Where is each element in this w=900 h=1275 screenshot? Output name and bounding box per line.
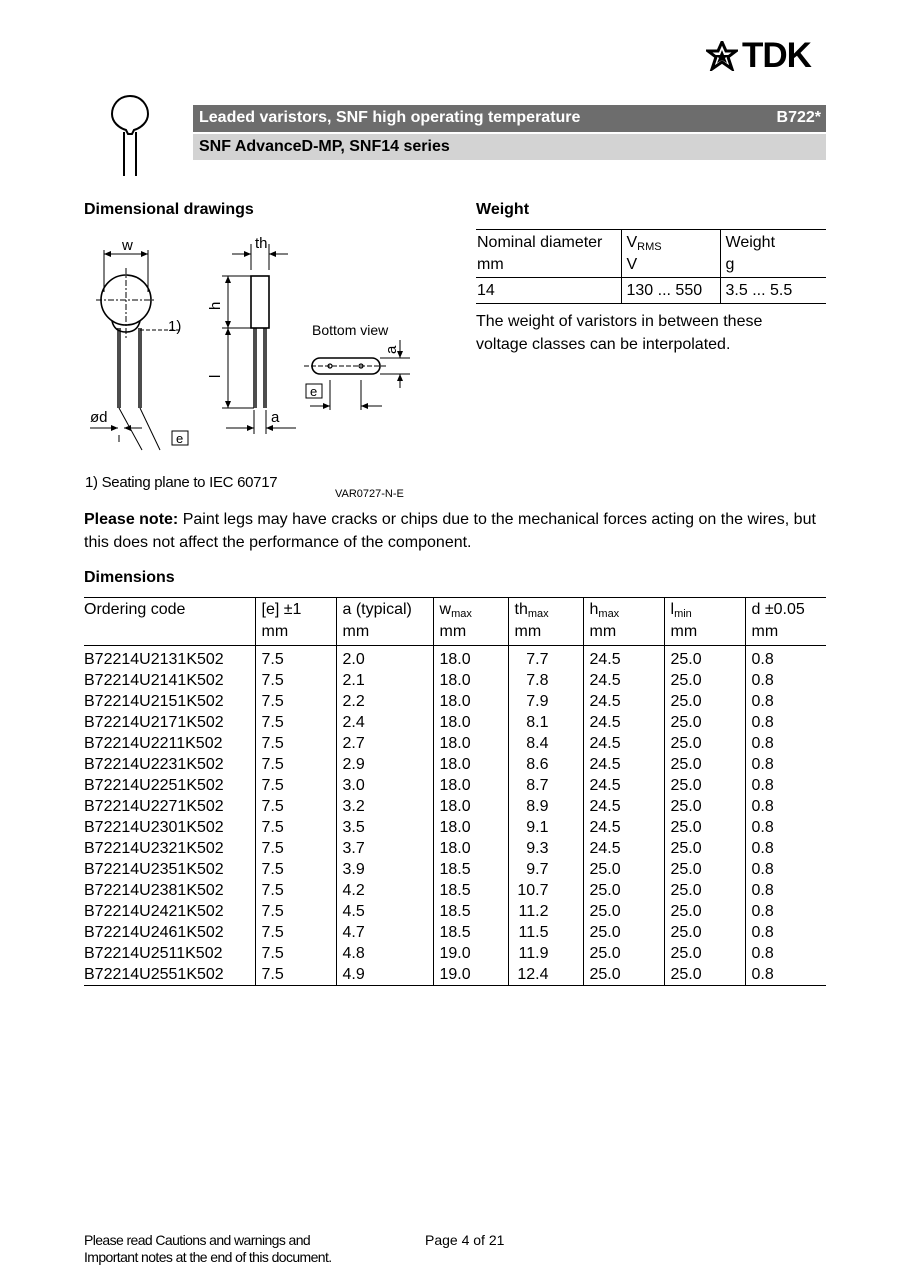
table-cell: B72214U2171K502 xyxy=(84,714,224,731)
product-code: B722* xyxy=(776,109,821,126)
table-cell: 25.0 xyxy=(583,880,664,901)
label-a: a xyxy=(271,409,280,426)
page-title: Leaded varistors, SNF high operating temperature xyxy=(199,109,581,126)
please-note-text: Paint legs may have cracks or chips due to the mechanical forces acting on the wires, but this does not affect the performance of the component. xyxy=(84,511,816,551)
dimensions-table-header xyxy=(84,598,826,646)
table-cell: 0.8 xyxy=(745,859,826,880)
table-row xyxy=(84,712,826,733)
table-cell: 7.5 xyxy=(255,712,336,733)
table-cell: 7.9 xyxy=(508,691,583,712)
table-cell: 0.8 xyxy=(745,754,826,775)
table-cell: B72214U2421K502 xyxy=(84,903,224,920)
table-cell: 0.8 xyxy=(745,775,826,796)
table-cell: 7.5 xyxy=(255,922,336,943)
table-cell: 24.5 xyxy=(583,691,664,712)
drawing-id: VAR0727-N-E xyxy=(335,488,404,500)
table-cell: 18.0 xyxy=(433,712,508,733)
table-cell: 0.8 xyxy=(745,712,826,733)
table-cell: B72214U2251K502 xyxy=(84,777,224,794)
table-cell: 7.5 xyxy=(255,796,336,817)
table-cell: 18.0 xyxy=(433,733,508,754)
table-cell: 3.7 xyxy=(336,838,433,859)
table-cell: 24.5 xyxy=(583,775,664,796)
weight-heading: Weight xyxy=(476,201,530,218)
dim-col-header: $h_{max}$ mm xyxy=(583,598,664,646)
dim-col-header: Ordering code xyxy=(84,598,255,646)
table-cell: 7.5 xyxy=(255,670,336,691)
table-cell: 7.7 xyxy=(508,646,583,671)
table-cell: 7.8 xyxy=(508,670,583,691)
label-th: th xyxy=(255,235,268,252)
table-cell: B72214U2141K502 xyxy=(84,672,224,689)
table-cell: 11.5 xyxy=(508,922,583,943)
table-cell: 2.0 xyxy=(336,646,433,671)
label-note-ref: 1) xyxy=(168,318,182,335)
table-cell: 25.0 xyxy=(664,796,745,817)
table-cell: 18.0 xyxy=(433,754,508,775)
label-e: e xyxy=(176,431,184,446)
table-cell: 7.5 xyxy=(255,880,336,901)
dimensional-drawings-heading: Dimensional drawings xyxy=(84,201,254,218)
table-cell: 3.5 xyxy=(336,817,433,838)
table-cell: B72214U2551K502 xyxy=(84,964,255,986)
table-cell: 18.0 xyxy=(433,670,508,691)
dimensional-drawing xyxy=(84,230,414,470)
table-cell: B72214U2151K502 xyxy=(84,693,224,710)
dimensions-table-body xyxy=(84,646,826,986)
table-row xyxy=(84,796,826,817)
table-row xyxy=(84,880,826,901)
weight-col-vrms: $V_{RMS}$ V xyxy=(621,230,720,278)
table-row xyxy=(84,859,826,880)
table-cell: 18.0 xyxy=(433,838,508,859)
table-cell: 18.5 xyxy=(433,859,508,880)
table-row xyxy=(84,964,826,986)
table-cell: 0.8 xyxy=(745,646,826,671)
table-cell: 9.3 xyxy=(508,838,583,859)
header-title-bar xyxy=(193,105,826,132)
table-cell: 24.5 xyxy=(583,754,664,775)
table-cell: 18.5 xyxy=(433,901,508,922)
table-cell: 0.8 xyxy=(745,922,826,943)
table-cell: 4.7 xyxy=(336,922,433,943)
table-cell: 25.0 xyxy=(664,880,745,901)
table-cell: 25.0 xyxy=(664,964,745,986)
table-cell: B72214U2211K502 xyxy=(84,735,223,752)
table-cell: 18.0 xyxy=(433,796,508,817)
table-cell: 24.5 xyxy=(583,796,664,817)
table-cell: 12.4 xyxy=(508,964,583,986)
table-cell: 8.6 xyxy=(508,754,583,775)
table-cell: B72214U2351K502 xyxy=(84,861,224,878)
table-cell: 19.0 xyxy=(433,964,508,986)
table-cell: 25.0 xyxy=(583,901,664,922)
weight-note: The weight of varistors in between these voltage classes can be interpolated. xyxy=(476,313,763,353)
table-cell: 25.0 xyxy=(664,775,745,796)
table-cell: 0.8 xyxy=(745,691,826,712)
table-cell: 25.0 xyxy=(664,670,745,691)
table-cell: 24.5 xyxy=(583,817,664,838)
table-cell: 7.5 xyxy=(255,775,336,796)
table-cell: 25.0 xyxy=(664,943,745,964)
footer-notice: Please read Cautions and warnings and Important notes at the end of this document. xyxy=(84,1232,332,1265)
table-row xyxy=(84,838,826,859)
table-cell: 18.0 xyxy=(433,775,508,796)
table-cell: 25.0 xyxy=(664,838,745,859)
please-note-label: Please note: xyxy=(84,511,179,528)
table-cell: B72214U2271K502 xyxy=(84,798,224,815)
table-row xyxy=(84,670,826,691)
dim-col-header: $l_{min}$ mm xyxy=(664,598,745,646)
table-row xyxy=(84,922,826,943)
table-cell: 4.8 xyxy=(336,943,433,964)
tdk-emblem-icon xyxy=(706,41,738,71)
table-cell: 25.0 xyxy=(664,646,745,671)
dimensions-heading: Dimensions xyxy=(84,569,175,586)
table-cell: 8.9 xyxy=(508,796,583,817)
table-cell: 10.7 xyxy=(508,880,583,901)
table-row xyxy=(84,901,826,922)
page-number: Page 4 of 21 xyxy=(425,1232,505,1248)
table-cell: 24.5 xyxy=(583,712,664,733)
table-cell: B72214U2461K502 xyxy=(84,924,224,941)
table-cell: 0.8 xyxy=(745,964,826,986)
table-cell: 7.5 xyxy=(255,817,336,838)
table-cell: 18.5 xyxy=(433,880,508,901)
page-subtitle: SNF AdvanceD-MP, SNF14 series xyxy=(199,138,450,155)
table-cell: B72214U2511K502 xyxy=(84,945,223,962)
table-cell: 9.1 xyxy=(508,817,583,838)
table-row xyxy=(84,775,826,796)
table-cell: 3.2 xyxy=(336,796,433,817)
table-cell: 25.0 xyxy=(664,754,745,775)
table-cell: 25.0 xyxy=(583,943,664,964)
table-cell: 11.2 xyxy=(508,901,583,922)
table-cell: 2.4 xyxy=(336,712,433,733)
dim-col-header: [e] ±1 mm xyxy=(255,598,336,646)
table-row xyxy=(84,943,826,964)
table-cell: 4.9 xyxy=(336,964,433,986)
dim-col-header: a (typical) mm xyxy=(336,598,433,646)
table-cell: 4.5 xyxy=(336,901,433,922)
table-row xyxy=(84,691,826,712)
table-cell: B72214U2231K502 xyxy=(84,756,224,773)
table-cell: 25.0 xyxy=(664,901,745,922)
table-row xyxy=(84,733,826,754)
label-od: ød xyxy=(90,409,108,426)
table-cell: 0.8 xyxy=(745,817,826,838)
table-cell: 24.5 xyxy=(583,733,664,754)
label-a-bottom: a xyxy=(383,345,400,354)
table-cell: 8.1 xyxy=(508,712,583,733)
table-cell: 7.5 xyxy=(255,733,336,754)
table-cell: 2.1 xyxy=(336,670,433,691)
table-cell: 19.0 xyxy=(433,943,508,964)
weight-table xyxy=(476,229,826,304)
table-cell: 25.0 xyxy=(664,859,745,880)
weight-table-header xyxy=(476,230,826,278)
label-bottom-view: Bottom view xyxy=(312,322,389,338)
table-cell: 2.9 xyxy=(336,754,433,775)
weight-col-diameter: Nominal diameter mm xyxy=(476,230,621,278)
table-cell: 0.8 xyxy=(745,733,826,754)
table-cell: 0.8 xyxy=(745,670,826,691)
dim-col-header: $w_{max}$ mm xyxy=(433,598,508,646)
label-l: l xyxy=(207,374,224,378)
table-cell: 24.5 xyxy=(583,646,664,671)
table-cell: 24.5 xyxy=(583,670,664,691)
weight-table-row: 14 130 ... 550 3.5 ... 5.5 xyxy=(476,278,826,304)
please-note xyxy=(84,508,826,554)
table-cell: 7.5 xyxy=(255,754,336,775)
table-cell: 11.9 xyxy=(508,943,583,964)
table-cell: 24.5 xyxy=(583,838,664,859)
table-cell: 0.8 xyxy=(745,838,826,859)
table-cell: 25.0 xyxy=(583,964,664,986)
table-cell: 25.0 xyxy=(664,691,745,712)
dim-col-header: $th_{max}$ mm xyxy=(508,598,583,646)
table-cell: 3.9 xyxy=(336,859,433,880)
table-cell: 25.0 xyxy=(583,922,664,943)
table-cell: B72214U2131K502 xyxy=(84,651,224,668)
table-cell: B72214U2301K502 xyxy=(84,819,224,836)
table-cell: 8.7 xyxy=(508,775,583,796)
table-cell: 0.8 xyxy=(745,880,826,901)
table-cell: 18.0 xyxy=(433,646,508,671)
table-row xyxy=(84,817,826,838)
table-cell: 0.8 xyxy=(745,796,826,817)
table-cell: 18.0 xyxy=(433,817,508,838)
table-cell: 25.0 xyxy=(664,712,745,733)
dim-col-header: d ±0.05 mm xyxy=(745,598,826,646)
table-cell: 7.5 xyxy=(255,691,336,712)
dimensions-table xyxy=(84,597,826,986)
table-cell: 8.4 xyxy=(508,733,583,754)
table-cell: 7.5 xyxy=(255,943,336,964)
table-cell: 4.2 xyxy=(336,880,433,901)
tdk-logo xyxy=(706,38,811,73)
table-cell: 25.0 xyxy=(664,922,745,943)
table-cell: 25.0 xyxy=(664,817,745,838)
table-cell: 7.5 xyxy=(255,838,336,859)
table-cell: 25.0 xyxy=(664,733,745,754)
varistor-icon xyxy=(106,92,154,178)
label-h: h xyxy=(207,301,224,310)
table-cell: 7.5 xyxy=(255,646,336,671)
table-cell: 0.8 xyxy=(745,943,826,964)
table-cell: 25.0 xyxy=(583,859,664,880)
drawing-caption: 1) Seating plane to IEC 60717 xyxy=(85,474,278,491)
table-cell: 3.0 xyxy=(336,775,433,796)
table-cell: 7.5 xyxy=(255,859,336,880)
header-subtitle-bar xyxy=(193,134,826,160)
table-cell: 0.8 xyxy=(745,901,826,922)
table-cell: B72214U2381K502 xyxy=(84,882,224,899)
label-e-bottom: e xyxy=(310,384,318,399)
table-cell: 2.2 xyxy=(336,691,433,712)
brand-name: TDK xyxy=(742,36,811,75)
table-cell: B72214U2321K502 xyxy=(84,840,224,857)
table-cell: 18.0 xyxy=(433,691,508,712)
table-cell: 18.5 xyxy=(433,922,508,943)
table-row xyxy=(84,754,826,775)
table-cell: 7.5 xyxy=(255,964,336,986)
label-w: w xyxy=(122,237,133,254)
table-cell: 2.7 xyxy=(336,733,433,754)
table-row xyxy=(84,646,826,671)
weight-col-weight: Weight g xyxy=(720,230,826,278)
table-cell: 7.5 xyxy=(255,901,336,922)
table-cell: 9.7 xyxy=(508,859,583,880)
